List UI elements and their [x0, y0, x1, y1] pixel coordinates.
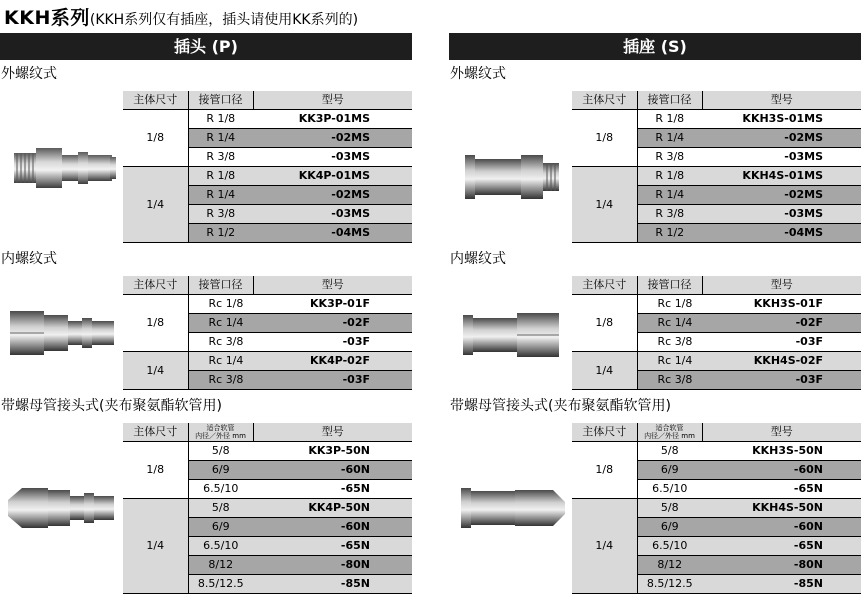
size-cell: 1/8 [572, 295, 637, 352]
table-row [572, 499, 861, 518]
col-header-size: 主体尺寸 [123, 423, 188, 442]
col-header-hose-line1: 适合软管 [655, 424, 684, 432]
port-cell: R 1/8 [637, 110, 702, 129]
port-cell: R 3/8 [637, 205, 702, 224]
panel-header: 插头 (P) [0, 33, 412, 60]
model-cell: KK4P-02F [253, 352, 412, 371]
table-row [572, 110, 861, 129]
port-cell: R 1/4 [637, 186, 702, 205]
spec-table-nut-fitting [123, 423, 412, 594]
size-cell: 1/8 [123, 295, 188, 352]
table-header-row [123, 91, 412, 110]
col-header-port: 接管口径 [188, 276, 253, 295]
model-cell: -60N [253, 518, 412, 537]
port-cell: R 1/4 [188, 129, 253, 148]
model-cell: -65N [702, 537, 861, 556]
model-cell: KKH4S-01MS [702, 167, 861, 186]
col-header-size: 主体尺寸 [123, 276, 188, 295]
model-cell: -03MS [253, 148, 412, 167]
table-row [123, 295, 412, 314]
section-title-nut-fitting: 带螺母管接头式(夹布聚氨酯软管用) [450, 398, 671, 414]
port-cell: 6.5/10 [637, 480, 702, 499]
table-row [123, 110, 412, 129]
model-cell: -04MS [253, 224, 412, 243]
series-subtitle: (KKH系列仅有插座，插头请使用KK系列的) [89, 12, 359, 28]
model-cell: KKH4S-02F [702, 352, 861, 371]
port-cell: 8.5/12.5 [188, 575, 253, 594]
port-cell: Rc 1/4 [637, 352, 702, 371]
port-cell: Rc 3/8 [637, 333, 702, 352]
col-header-hose [637, 423, 702, 442]
size-cell: 1/4 [572, 167, 637, 243]
model-cell: -03F [702, 333, 861, 352]
col-header-model: 型号 [253, 276, 412, 295]
model-cell: -02MS [702, 129, 861, 148]
section-title-female-thread: 内螺纹式 [450, 251, 506, 267]
col-header-model: 型号 [702, 276, 861, 295]
port-cell: R 1/8 [188, 110, 253, 129]
model-cell: -04MS [702, 224, 861, 243]
port-cell: 8/12 [637, 556, 702, 575]
spec-table-female-thread [123, 276, 412, 390]
model-cell: -65N [253, 480, 412, 499]
series-title: KKH系列 [4, 7, 90, 29]
col-header-size: 主体尺寸 [123, 91, 188, 110]
page-title [4, 3, 358, 30]
model-cell: -02MS [253, 186, 412, 205]
model-cell: -03F [253, 371, 412, 390]
port-cell: Rc 1/4 [188, 314, 253, 333]
port-cell: 6.5/10 [188, 480, 253, 499]
table-row [572, 295, 861, 314]
port-cell: Rc 3/8 [188, 371, 253, 390]
size-cell: 1/8 [572, 110, 637, 167]
col-header-size: 主体尺寸 [572, 91, 637, 110]
model-cell: KK4P-01MS [253, 167, 412, 186]
socket-male-thread-photo [449, 147, 572, 207]
port-cell: 6/9 [188, 518, 253, 537]
model-cell: -60N [702, 461, 861, 480]
size-cell: 1/8 [123, 110, 188, 167]
size-cell: 1/8 [123, 442, 188, 499]
size-cell: 1/4 [572, 352, 637, 390]
model-cell: -60N [702, 518, 861, 537]
size-cell: 1/4 [123, 499, 188, 594]
col-header-model: 型号 [253, 91, 412, 110]
table-header-row [572, 423, 861, 442]
size-cell: 1/4 [123, 167, 188, 243]
port-cell: R 3/8 [637, 148, 702, 167]
table-row [123, 499, 412, 518]
port-cell: R 1/4 [188, 186, 253, 205]
port-cell: Rc 1/4 [637, 314, 702, 333]
plug-female-thread-photo [0, 303, 123, 363]
model-cell: -03MS [702, 205, 861, 224]
plug-nut-fitting-photo [0, 478, 123, 538]
spec-table-nut-fitting [572, 423, 861, 594]
port-cell: 6/9 [637, 518, 702, 537]
port-cell: Rc 1/4 [188, 352, 253, 371]
model-cell: -02MS [702, 186, 861, 205]
port-cell: 6/9 [188, 461, 253, 480]
model-cell: -03MS [253, 205, 412, 224]
table-row [572, 167, 861, 186]
port-cell: 5/8 [637, 499, 702, 518]
model-cell: KK3P-50N [253, 442, 412, 461]
plug-panel [0, 33, 412, 595]
col-header-size: 主体尺寸 [572, 276, 637, 295]
table-header-row [123, 423, 412, 442]
model-cell: KKH3S-01MS [702, 110, 861, 129]
port-cell: R 1/8 [637, 167, 702, 186]
model-cell: -65N [702, 480, 861, 499]
socket-female-thread-photo [449, 305, 572, 365]
section-title-nut-fitting: 带螺母管接头式(夹布聚氨酯软管用) [1, 398, 222, 414]
model-cell: -02MS [253, 129, 412, 148]
table-header-row [572, 91, 861, 110]
col-header-port: 接管口径 [637, 91, 702, 110]
port-cell: R 1/2 [637, 224, 702, 243]
port-cell: 6.5/10 [637, 537, 702, 556]
size-cell: 1/4 [123, 352, 188, 390]
port-cell: 6.5/10 [188, 537, 253, 556]
socket-panel [449, 33, 861, 595]
col-header-hose-line1: 适合软管 [206, 424, 235, 432]
port-cell: Rc 3/8 [188, 333, 253, 352]
model-cell: KKH3S-50N [702, 442, 861, 461]
table-row [123, 167, 412, 186]
port-cell: R 3/8 [188, 205, 253, 224]
model-cell: -03F [702, 371, 861, 390]
model-cell: -65N [253, 537, 412, 556]
port-cell: 5/8 [188, 499, 253, 518]
model-cell: -85N [253, 575, 412, 594]
port-cell: 8.5/12.5 [637, 575, 702, 594]
col-header-hose-line2: 内径／外径 mm [644, 432, 695, 440]
col-header-port: 接管口径 [188, 91, 253, 110]
table-row [572, 442, 861, 461]
port-cell: 5/8 [637, 442, 702, 461]
table-row [123, 442, 412, 461]
col-header-size: 主体尺寸 [572, 423, 637, 442]
model-cell: KK3P-01MS [253, 110, 412, 129]
plug-male-thread-photo [0, 138, 123, 198]
model-cell: KK3P-01F [253, 295, 412, 314]
table-row [572, 352, 861, 371]
spec-table-male-thread [572, 91, 861, 243]
port-cell: 6/9 [637, 461, 702, 480]
port-cell: R 1/2 [188, 224, 253, 243]
table-header-row [572, 276, 861, 295]
spec-table-male-thread [123, 91, 412, 243]
spec-table-female-thread [572, 276, 861, 390]
panel-header: 插座 (S) [449, 33, 861, 60]
port-cell: 8/12 [188, 556, 253, 575]
col-header-hose [188, 423, 253, 442]
model-cell: -60N [253, 461, 412, 480]
section-title-male-thread: 外螺纹式 [1, 66, 57, 82]
port-cell: R 1/4 [637, 129, 702, 148]
size-cell: 1/4 [572, 499, 637, 594]
port-cell: Rc 1/8 [188, 295, 253, 314]
port-cell: Rc 1/8 [637, 295, 702, 314]
size-cell: 1/8 [572, 442, 637, 499]
col-header-model: 型号 [253, 423, 412, 442]
table-row [123, 352, 412, 371]
model-cell: -80N [253, 556, 412, 575]
col-header-port: 接管口径 [637, 276, 702, 295]
model-cell: -03F [253, 333, 412, 352]
section-title-female-thread: 内螺纹式 [1, 251, 57, 267]
model-cell: KKH4S-50N [702, 499, 861, 518]
table-header-row [123, 276, 412, 295]
port-cell: R 3/8 [188, 148, 253, 167]
model-cell: -03MS [702, 148, 861, 167]
section-title-male-thread: 外螺纹式 [450, 66, 506, 82]
port-cell: R 1/8 [188, 167, 253, 186]
col-header-model: 型号 [702, 91, 861, 110]
col-header-model: 型号 [702, 423, 861, 442]
port-cell: Rc 3/8 [637, 371, 702, 390]
model-cell: -02F [702, 314, 861, 333]
model-cell: KK4P-50N [253, 499, 412, 518]
socket-nut-fitting-photo [449, 478, 572, 538]
model-cell: -80N [702, 556, 861, 575]
model-cell: KKH3S-01F [702, 295, 861, 314]
model-cell: -85N [702, 575, 861, 594]
model-cell: -02F [253, 314, 412, 333]
port-cell: 5/8 [188, 442, 253, 461]
col-header-hose-line2: 内径／外径 mm [195, 432, 246, 440]
